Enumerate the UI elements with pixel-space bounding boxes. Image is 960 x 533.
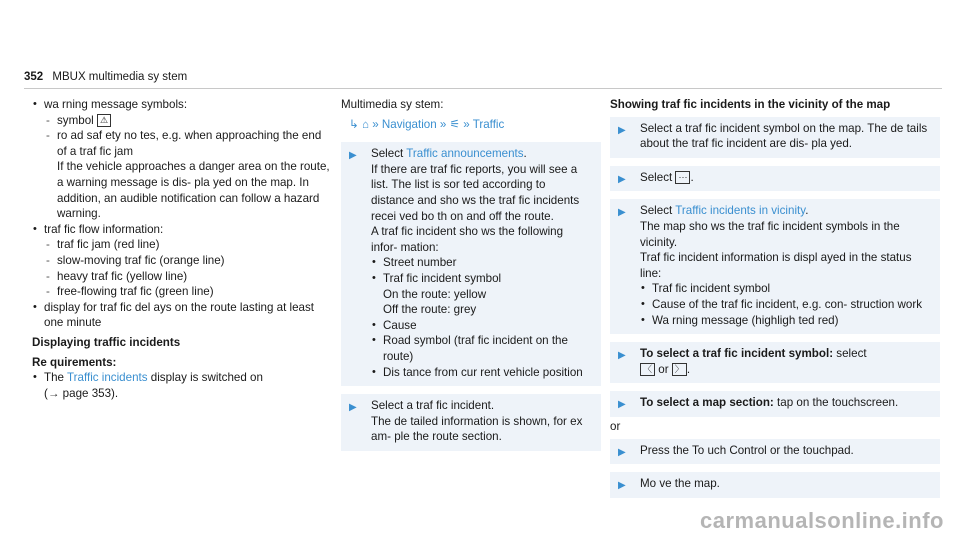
watermark: carmanualsonline.info [700,508,944,533]
chevron-right-icon: » [463,117,470,131]
list-item: - traf fic jam (red line) [45,237,332,253]
return-arrow-icon: ↳ [349,117,359,131]
page-number: 352 [24,71,44,83]
chevron-right-icon: » [372,117,379,131]
list-item: • The Traffic incidents display is switched on [32,370,332,386]
step-panel [610,439,940,465]
system-label: Multimedia sy stem: [341,98,444,111]
paragraph: Traf fic incident information is displ ayed in the status line: [640,251,912,280]
chevron-left-icon: 〈 [640,363,655,376]
step-panel: ▶ Select Traffic announcements. If there are traf fic reports, you will see a list. The list is sor ted according to distance and sho ws the traf fic incidents recei ved bo th on and off the route. A traf fic incident sho ws the following infor- mation: • Street number • Traf fic incident symbol On the route: yellow Off the route: grey • Cause • Road symbol (traf fic incident on the route) • Dis tance from cur rent vehicle position [341,142,601,386]
column-2 [341,97,601,451]
list-item: • Dis tance from cur rent vehicle position [371,365,591,381]
paragraph: On the route: yellow [383,287,487,301]
chevron-right-icon: 〉 [672,363,687,376]
paragraph: Press the To uch Control or the touchpad. [640,443,854,457]
step-arrow-icon: ▶ [618,399,626,411]
list-item: - ro ad saf ety no tes, e.g. when approaching the end of a traf fic jam [45,128,332,159]
step-arrow-icon: ▶ [618,173,626,185]
paragraph: Off the route: grey [383,303,477,317]
warning-triangle-icon: ⚠ [97,114,111,127]
more-options-icon: ··· [675,171,690,184]
paragraph: Select a traf fic incident symbol on the map. The de tails about the traf fic incident are dis- pla yed. [640,121,928,151]
page-reference[interactable]: (→ page 353). [44,386,119,400]
step-panel [341,394,601,451]
paragraph: If there are traf fic reports, you will see a list. The list is sor ted according to distance and sho ws the traf fic incidents recei ved bo th on and off the route. [371,162,580,223]
list-item: • Wa rning message (highligh ted red) [640,313,930,329]
step-arrow-icon: ▶ [618,446,626,458]
home-icon: ⌂ [361,117,369,131]
step-panel [610,472,940,498]
step-arrow-icon: ▶ [349,150,357,162]
step-panel: ▶ Select Traffic incidents in vicinity. The map sho ws the traf fic incident symbols in the vicinity. Traf fic incident information is displ ayed in the status line: • Traf fic incident symbol • Cause of the traf fic incident, e.g. con- struction work • Wa rning message (highligh ted red) [610,199,940,334]
list-item: • Road symbol (traf fic incident on the route) [371,333,591,364]
list-item: - symbol ⚠ [45,113,332,129]
list-item: • Traf fic incident symbol [640,281,930,297]
page-header [24,70,187,86]
paragraph: The de tailed information is shown, for ex am- ple the route section. [371,414,583,444]
step-panel [610,117,940,158]
list-item: • Traf fic incident symbol [371,271,591,287]
traffic-incidents-vicinity-link[interactable]: Traffic incidents in vicinity [675,204,806,218]
step-arrow-icon: ▶ [618,207,626,219]
paragraph: Select a traf fic incident. [371,399,495,413]
column-3 [610,97,940,498]
chevron-right-icon: » [439,117,447,131]
paragraph: The map sho ws the traf fic incident symbols in the vicinity. [640,219,900,249]
requirements-heading: Re quirements: [32,355,117,369]
paragraph: A traf fic incident sho ws the following infor- mation: [371,225,564,254]
nav-traffic[interactable]: Traffic [472,117,505,131]
list-item: • Street number [371,255,591,271]
step-arrow-icon: ▶ [618,124,626,136]
list-item: • traf fic flow information: [32,222,332,238]
or-label: or [610,419,621,433]
traffic-incidents-link[interactable]: Traffic incidents [67,371,148,385]
list-item: • display for traf fic del ays on the route lasting at least one minute [32,300,332,331]
traffic-announcements-link[interactable]: Traffic announcements [406,147,524,161]
list-item: - slow-moving traf fic (orange line) [45,253,332,269]
manual-title: MBUX multimedia sy stem [52,71,188,83]
step-arrow-icon: ▶ [349,402,357,414]
nav-path [341,117,601,133]
step-arrow-icon: ▶ [618,350,626,362]
list-item: • wa rning message symbols: [32,97,332,113]
step-panel: ▶ To select a map section: tap on the touchscreen. [610,391,940,417]
list-item: - free-flowing traf fic (green line) [45,284,332,300]
step-panel: ▶ Select ··· . [610,166,940,192]
step-panel: ▶ To select a traf fic incident symbol: select 〈 or 〉 . [610,342,940,383]
section-heading: Displaying traffic incidents [32,335,181,349]
list-item: • Cause [371,318,591,334]
paragraph: If the vehicle approaches a danger area on the route, a warning message is dis- pla yed on the map. In addition, an audible notification can follow a hazard warning. [57,160,330,221]
header-divider [24,88,942,89]
list-item: - heavy traf fic (yellow line) [45,269,332,285]
section-heading: Showing traf fic incidents in the vicinity of the map [610,98,891,111]
traffic-icon: ⚟ [449,117,461,131]
column-1 [32,97,332,401]
step-arrow-icon: ▶ [618,480,626,492]
nav-navigation[interactable]: Navigation [381,117,437,131]
list-item: • Cause of the traf fic incident, e.g. con- struction work [640,297,930,313]
paragraph: Mo ve the map. [640,477,720,491]
